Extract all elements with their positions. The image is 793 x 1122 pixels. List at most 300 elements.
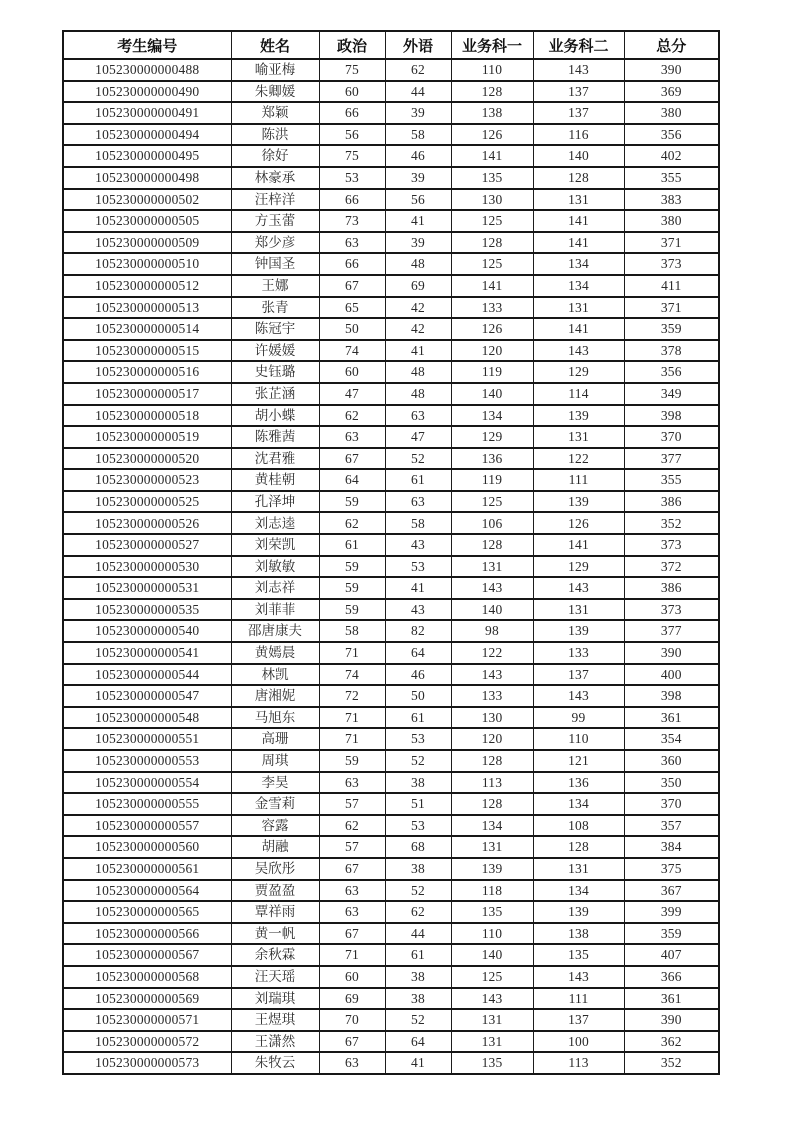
cell-foreign-language: 39 [385,167,451,189]
cell-politics: 60 [319,81,385,103]
cell-subject-one: 135 [451,167,533,189]
cell-foreign-language: 41 [385,1052,451,1074]
cell-subject-one: 131 [451,556,533,578]
cell-subject-one: 143 [451,988,533,1010]
cell-candidate-id: 105230000000490 [63,81,231,103]
cell-total-score: 386 [624,577,719,599]
cell-name: 钟国圣 [231,253,319,275]
cell-total-score: 360 [624,750,719,772]
cell-foreign-language: 51 [385,793,451,815]
cell-name: 刘敏敏 [231,556,319,578]
cell-politics: 63 [319,426,385,448]
cell-name: 李昊 [231,772,319,794]
cell-politics: 69 [319,988,385,1010]
cell-subject-one: 113 [451,772,533,794]
table-row [63,167,719,189]
table-row [63,599,719,621]
cell-politics: 50 [319,318,385,340]
cell-total-score: 407 [624,944,719,966]
cell-subject-one: 140 [451,944,533,966]
cell-subject-two: 141 [533,232,624,254]
cell-politics: 75 [319,59,385,81]
table-row [63,685,719,707]
cell-total-score: 369 [624,81,719,103]
cell-total-score: 378 [624,340,719,362]
cell-total-score: 362 [624,1031,719,1053]
cell-politics: 63 [319,772,385,794]
cell-name: 王潇然 [231,1031,319,1053]
cell-name: 孔泽坤 [231,491,319,513]
cell-total-score: 371 [624,232,719,254]
cell-subject-one: 125 [451,491,533,513]
cell-politics: 67 [319,1031,385,1053]
cell-total-score: 361 [624,988,719,1010]
cell-subject-one: 120 [451,728,533,750]
cell-foreign-language: 38 [385,966,451,988]
cell-subject-two: 110 [533,728,624,750]
cell-name: 周琪 [231,750,319,772]
cell-name: 张青 [231,297,319,319]
table-row [63,297,719,319]
cell-subject-two: 137 [533,1009,624,1031]
cell-name: 林凯 [231,664,319,686]
cell-candidate-id: 105230000000557 [63,815,231,837]
cell-candidate-id: 105230000000526 [63,512,231,534]
cell-subject-two: 126 [533,512,624,534]
cell-candidate-id: 105230000000494 [63,124,231,146]
exam-score-table [62,30,720,1075]
cell-foreign-language: 43 [385,599,451,621]
cell-total-score: 352 [624,512,719,534]
cell-subject-two: 143 [533,59,624,81]
cell-subject-one: 139 [451,858,533,880]
cell-candidate-id: 105230000000531 [63,577,231,599]
table-row [63,707,719,729]
cell-subject-two: 113 [533,1052,624,1074]
table-row [63,102,719,124]
cell-candidate-id: 105230000000509 [63,232,231,254]
cell-name: 张芷涵 [231,383,319,405]
table-row [63,901,719,923]
cell-candidate-id: 105230000000502 [63,189,231,211]
cell-subject-one: 128 [451,232,533,254]
cell-total-score: 400 [624,664,719,686]
cell-candidate-id: 105230000000544 [63,664,231,686]
cell-foreign-language: 38 [385,858,451,880]
cell-name: 陈雅茜 [231,426,319,448]
cell-foreign-language: 41 [385,210,451,232]
cell-politics: 67 [319,275,385,297]
cell-candidate-id: 105230000000540 [63,620,231,642]
cell-foreign-language: 62 [385,59,451,81]
cell-foreign-language: 61 [385,944,451,966]
cell-total-score: 352 [624,1052,719,1074]
cell-name: 覃祥雨 [231,901,319,923]
cell-subject-two: 122 [533,448,624,470]
cell-candidate-id: 105230000000498 [63,167,231,189]
cell-foreign-language: 68 [385,836,451,858]
cell-candidate-id: 105230000000568 [63,966,231,988]
cell-subject-two: 139 [533,491,624,513]
cell-total-score: 375 [624,858,719,880]
cell-subject-two: 121 [533,750,624,772]
cell-subject-one: 133 [451,685,533,707]
cell-candidate-id: 105230000000520 [63,448,231,470]
cell-total-score: 367 [624,880,719,902]
cell-total-score: 390 [624,1009,719,1031]
table-row [63,426,719,448]
cell-politics: 67 [319,923,385,945]
cell-politics: 59 [319,491,385,513]
cell-subject-two: 137 [533,81,624,103]
cell-politics: 62 [319,405,385,427]
cell-name: 王娜 [231,275,319,297]
cell-candidate-id: 105230000000517 [63,383,231,405]
cell-foreign-language: 53 [385,815,451,837]
cell-subject-one: 129 [451,426,533,448]
cell-politics: 75 [319,145,385,167]
cell-politics: 71 [319,707,385,729]
table-row [63,448,719,470]
cell-foreign-language: 39 [385,102,451,124]
cell-name: 刘瑞琪 [231,988,319,1010]
cell-subject-two: 136 [533,772,624,794]
cell-total-score: 356 [624,361,719,383]
cell-candidate-id: 105230000000519 [63,426,231,448]
cell-politics: 59 [319,750,385,772]
table-row [63,793,719,815]
cell-name: 胡融 [231,836,319,858]
cell-subject-two: 111 [533,469,624,491]
cell-candidate-id: 105230000000512 [63,275,231,297]
cell-foreign-language: 52 [385,1009,451,1031]
cell-candidate-id: 105230000000564 [63,880,231,902]
table-row [63,988,719,1010]
cell-subject-two: 116 [533,124,624,146]
cell-subject-two: 143 [533,685,624,707]
cell-subject-one: 130 [451,707,533,729]
table-row [63,642,719,664]
table-row [63,383,719,405]
cell-total-score: 398 [624,405,719,427]
header-name: 姓名 [231,31,319,59]
table-row [63,858,719,880]
table-row [63,815,719,837]
cell-subject-two: 134 [533,793,624,815]
cell-subject-one: 106 [451,512,533,534]
cell-candidate-id: 105230000000547 [63,685,231,707]
cell-foreign-language: 46 [385,145,451,167]
cell-politics: 58 [319,620,385,642]
cell-total-score: 354 [624,728,719,750]
cell-subject-two: 135 [533,944,624,966]
cell-subject-one: 134 [451,405,533,427]
cell-foreign-language: 50 [385,685,451,707]
cell-politics: 56 [319,124,385,146]
cell-candidate-id: 105230000000514 [63,318,231,340]
score-rows [63,59,719,1074]
cell-subject-one: 125 [451,253,533,275]
cell-subject-two: 134 [533,253,624,275]
table-row [63,1009,719,1031]
cell-total-score: 356 [624,124,719,146]
cell-total-score: 357 [624,815,719,837]
cell-foreign-language: 61 [385,707,451,729]
cell-foreign-language: 38 [385,988,451,1010]
cell-name: 郑少彦 [231,232,319,254]
cell-subject-two: 129 [533,361,624,383]
table-row [63,556,719,578]
cell-candidate-id: 105230000000488 [63,59,231,81]
cell-name: 贾盈盈 [231,880,319,902]
cell-name: 沈君雅 [231,448,319,470]
cell-politics: 61 [319,534,385,556]
cell-subject-one: 128 [451,534,533,556]
cell-subject-two: 131 [533,297,624,319]
cell-subject-two: 134 [533,880,624,902]
cell-subject-one: 128 [451,793,533,815]
cell-name: 陈冠宇 [231,318,319,340]
cell-total-score: 370 [624,793,719,815]
cell-name: 唐湘妮 [231,685,319,707]
cell-name: 高珊 [231,728,319,750]
cell-foreign-language: 58 [385,124,451,146]
cell-subject-two: 131 [533,599,624,621]
cell-total-score: 355 [624,469,719,491]
table-row [63,966,719,988]
cell-foreign-language: 39 [385,232,451,254]
cell-total-score: 411 [624,275,719,297]
cell-name: 黄桂朝 [231,469,319,491]
cell-name: 郑颖 [231,102,319,124]
cell-subject-two: 100 [533,1031,624,1053]
cell-subject-two: 114 [533,383,624,405]
cell-subject-two: 139 [533,405,624,427]
cell-politics: 60 [319,361,385,383]
table-row [63,923,719,945]
cell-politics: 74 [319,340,385,362]
table-row [63,59,719,81]
cell-name: 余秋霖 [231,944,319,966]
cell-candidate-id: 105230000000572 [63,1031,231,1053]
cell-total-score: 350 [624,772,719,794]
cell-politics: 65 [319,297,385,319]
cell-subject-two: 131 [533,426,624,448]
cell-politics: 57 [319,793,385,815]
cell-foreign-language: 58 [385,512,451,534]
cell-subject-two: 138 [533,923,624,945]
header-subject-two: 业务科二 [533,31,624,59]
table-row [63,836,719,858]
cell-candidate-id: 105230000000573 [63,1052,231,1074]
cell-politics: 66 [319,253,385,275]
cell-candidate-id: 105230000000553 [63,750,231,772]
cell-politics: 59 [319,577,385,599]
table-row [63,750,719,772]
cell-foreign-language: 62 [385,901,451,923]
cell-subject-one: 98 [451,620,533,642]
cell-foreign-language: 44 [385,923,451,945]
cell-subject-two: 140 [533,145,624,167]
cell-politics: 63 [319,232,385,254]
cell-total-score: 361 [624,707,719,729]
cell-foreign-language: 48 [385,253,451,275]
cell-politics: 64 [319,469,385,491]
cell-name: 汪梓洋 [231,189,319,211]
cell-subject-one: 140 [451,599,533,621]
cell-total-score: 373 [624,534,719,556]
table-row [63,577,719,599]
cell-politics: 57 [319,836,385,858]
cell-candidate-id: 105230000000554 [63,772,231,794]
cell-foreign-language: 52 [385,880,451,902]
table-row [63,361,719,383]
cell-candidate-id: 105230000000495 [63,145,231,167]
cell-politics: 59 [319,556,385,578]
cell-candidate-id: 105230000000505 [63,210,231,232]
cell-politics: 66 [319,189,385,211]
cell-total-score: 359 [624,318,719,340]
header-politics: 政治 [319,31,385,59]
cell-subject-two: 141 [533,534,624,556]
table-row [63,210,719,232]
cell-subject-two: 143 [533,966,624,988]
cell-subject-two: 139 [533,620,624,642]
cell-subject-one: 135 [451,1052,533,1074]
cell-subject-two: 129 [533,556,624,578]
cell-subject-one: 119 [451,361,533,383]
cell-candidate-id: 105230000000541 [63,642,231,664]
table-row [63,253,719,275]
cell-politics: 63 [319,1052,385,1074]
table-row [63,880,719,902]
cell-subject-two: 128 [533,836,624,858]
cell-subject-one: 122 [451,642,533,664]
cell-name: 黄一帆 [231,923,319,945]
cell-total-score: 377 [624,448,719,470]
cell-foreign-language: 44 [385,81,451,103]
cell-total-score: 386 [624,491,719,513]
cell-politics: 53 [319,167,385,189]
cell-foreign-language: 46 [385,664,451,686]
cell-foreign-language: 53 [385,556,451,578]
cell-candidate-id: 105230000000518 [63,405,231,427]
cell-subject-two: 131 [533,858,624,880]
cell-foreign-language: 42 [385,297,451,319]
cell-subject-two: 133 [533,642,624,664]
cell-subject-two: 141 [533,318,624,340]
cell-subject-one: 134 [451,815,533,837]
cell-foreign-language: 63 [385,405,451,427]
cell-subject-one: 128 [451,81,533,103]
cell-foreign-language: 53 [385,728,451,750]
table-row [63,728,719,750]
cell-politics: 67 [319,858,385,880]
cell-subject-one: 126 [451,124,533,146]
cell-politics: 60 [319,966,385,988]
cell-total-score: 383 [624,189,719,211]
cell-total-score: 373 [624,599,719,621]
cell-candidate-id: 105230000000555 [63,793,231,815]
cell-candidate-id: 105230000000530 [63,556,231,578]
cell-subject-one: 119 [451,469,533,491]
table-row [63,664,719,686]
cell-subject-one: 125 [451,966,533,988]
cell-candidate-id: 105230000000491 [63,102,231,124]
cell-foreign-language: 64 [385,642,451,664]
cell-subject-one: 136 [451,448,533,470]
cell-foreign-language: 48 [385,383,451,405]
table-row [63,1031,719,1053]
cell-subject-two: 128 [533,167,624,189]
cell-candidate-id: 105230000000571 [63,1009,231,1031]
cell-subject-one: 141 [451,275,533,297]
cell-total-score: 370 [624,426,719,448]
cell-subject-one: 135 [451,901,533,923]
table-row [63,318,719,340]
cell-foreign-language: 82 [385,620,451,642]
cell-candidate-id: 105230000000566 [63,923,231,945]
cell-foreign-language: 43 [385,534,451,556]
cell-total-score: 380 [624,102,719,124]
cell-total-score: 355 [624,167,719,189]
cell-foreign-language: 64 [385,1031,451,1053]
cell-subject-two: 137 [533,102,624,124]
cell-subject-one: 110 [451,923,533,945]
cell-subject-one: 133 [451,297,533,319]
cell-foreign-language: 61 [385,469,451,491]
cell-politics: 72 [319,685,385,707]
cell-candidate-id: 105230000000515 [63,340,231,362]
cell-foreign-language: 69 [385,275,451,297]
cell-politics: 71 [319,944,385,966]
cell-candidate-id: 105230000000513 [63,297,231,319]
cell-total-score: 359 [624,923,719,945]
cell-foreign-language: 63 [385,491,451,513]
cell-politics: 73 [319,210,385,232]
cell-subject-two: 143 [533,340,624,362]
cell-name: 王煜琪 [231,1009,319,1031]
cell-subject-one: 143 [451,664,533,686]
cell-subject-one: 128 [451,750,533,772]
cell-subject-one: 143 [451,577,533,599]
cell-subject-two: 139 [533,901,624,923]
table-row [63,81,719,103]
cell-total-score: 371 [624,297,719,319]
cell-name: 方玉蕾 [231,210,319,232]
cell-foreign-language: 41 [385,577,451,599]
cell-politics: 71 [319,642,385,664]
cell-candidate-id: 105230000000560 [63,836,231,858]
cell-total-score: 372 [624,556,719,578]
cell-politics: 71 [319,728,385,750]
table-row [63,491,719,513]
cell-politics: 66 [319,102,385,124]
cell-subject-one: 126 [451,318,533,340]
table-row [63,772,719,794]
cell-total-score: 402 [624,145,719,167]
cell-name: 陈洪 [231,124,319,146]
cell-subject-one: 131 [451,836,533,858]
cell-subject-one: 130 [451,189,533,211]
cell-politics: 70 [319,1009,385,1031]
table-row [63,124,719,146]
cell-subject-one: 110 [451,59,533,81]
table-row [63,405,719,427]
cell-politics: 67 [319,448,385,470]
cell-subject-one: 141 [451,145,533,167]
cell-name: 邵唐康夫 [231,620,319,642]
